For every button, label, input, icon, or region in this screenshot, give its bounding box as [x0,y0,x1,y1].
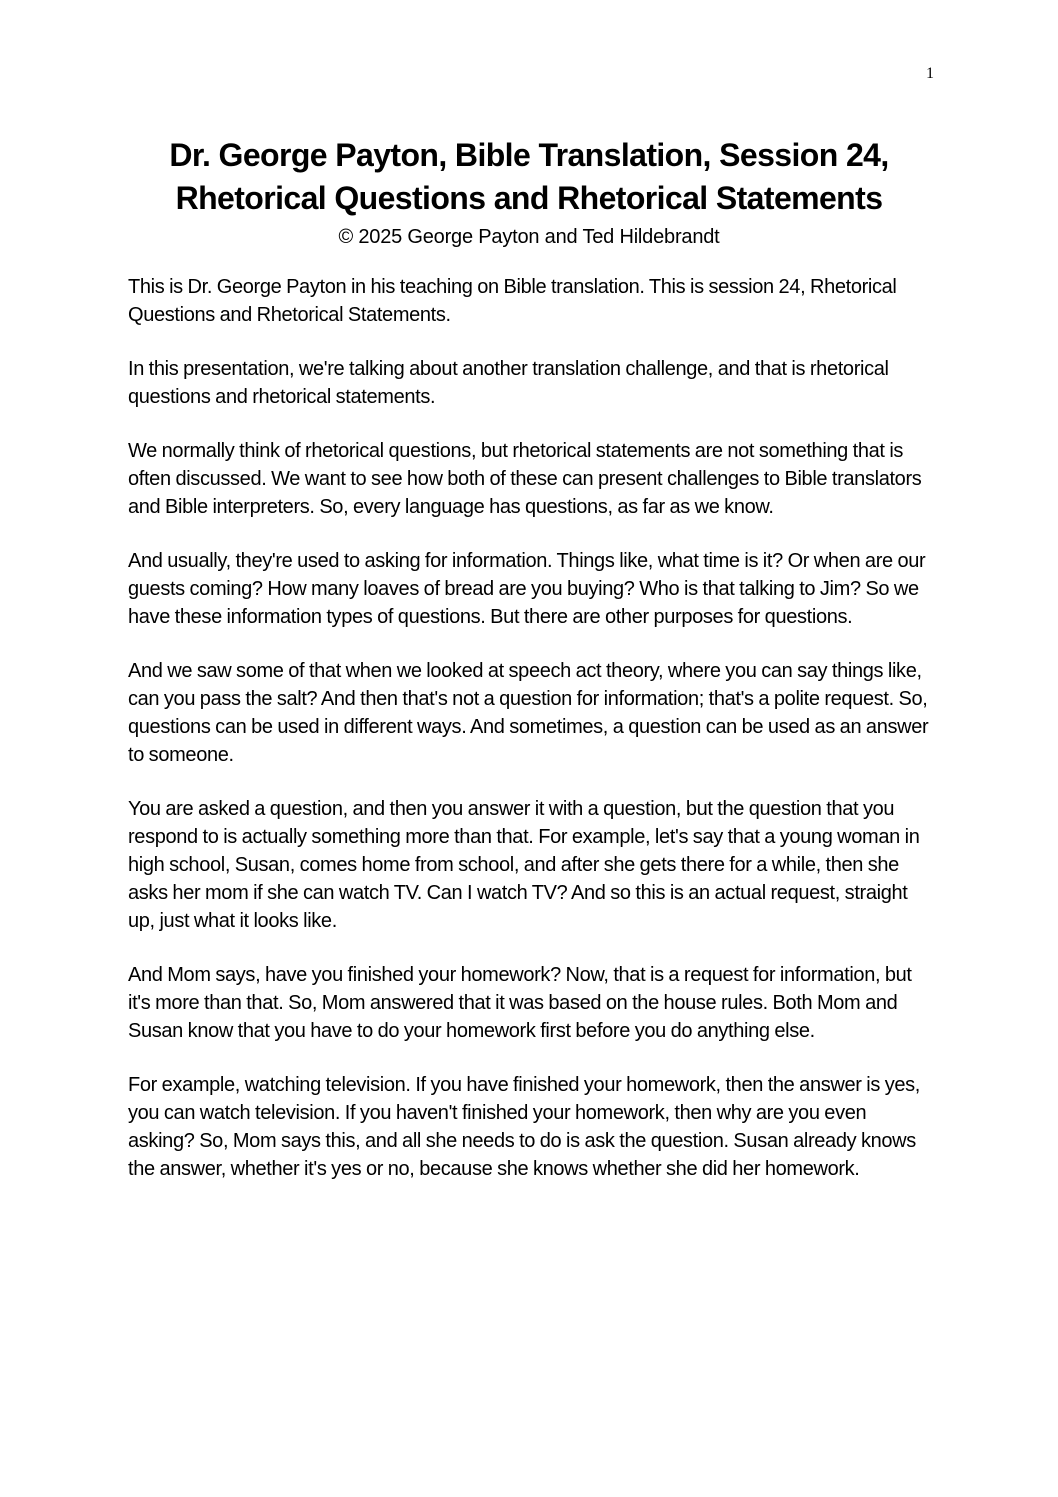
paragraph: In this presentation, we're talking about another translation challenge, and that is rhetorical questions and rhetorical statements. [128,358,889,408]
paragraph: And we saw some of that when we looked at speech act theory, where you can say things like, can you pass the salt? And then that's not a question for information; that's a polite request. So, questions can be used in different ways. And sometimes, a question can be used as an answer to someone. [128,660,929,766]
paragraph: For example, watching television. If you have finished your homework, then the answer is yes, you can watch television. If you haven't finished your homework, then why are you even asking? So, Mom says this, and all she needs to do is ask the question. Susan already knows the answer, whether it's yes or no, because she knows whether she did her homework. [128,1074,920,1180]
paragraph: And usually, they're used to asking for information. Things like, what time is it? Or when are our guests coming? How many loaves of bread are you buying? Who is that talking to Jim? So we have these information types of questions. But there are other purposes for questions. [128,550,926,628]
document-header [100,134,958,250]
paragraph: You are asked a question, and then you answer it with a question, but the question that you respond to is actually something more than that. For example, let's say that a young woman in high school, Susan, comes home from school, and after she gets there for a while, then she asks her mom if she can watch TV. Can I watch TV? And so this is an actual request, straight up, just what it looks like. [128,798,920,932]
page-number: 1 [926,65,934,82]
copyright-notice: © 2025 George Payton and Ted Hildebrandt [338,226,720,248]
title-line-2: Rhetorical Questions and Rhetorical Statements [175,180,883,216]
paragraph: And Mom says, have you finished your homework? Now, that is a request for information, but it's more than that. So, Mom answered that it was based on the house rules. Both Mom and Susan know that you have to do your homework first before you do anything else. [128,964,912,1042]
paragraph: This is Dr. George Payton in his teaching on Bible translation. This is session 24, Rhetorical Questions and Rhetorical Statements. [128,276,897,326]
document-title [100,134,958,220]
title-line-1: Dr. George Payton, Bible Translation, Session 24, [169,137,889,173]
document-body [128,273,932,1209]
paragraph: We normally think of rhetorical questions, but rhetorical statements are not something that is often discussed. We want to see how both of these can present challenges to Bible translators and Bible interpreters. So, every language has questions, as far as we know. [128,440,922,518]
